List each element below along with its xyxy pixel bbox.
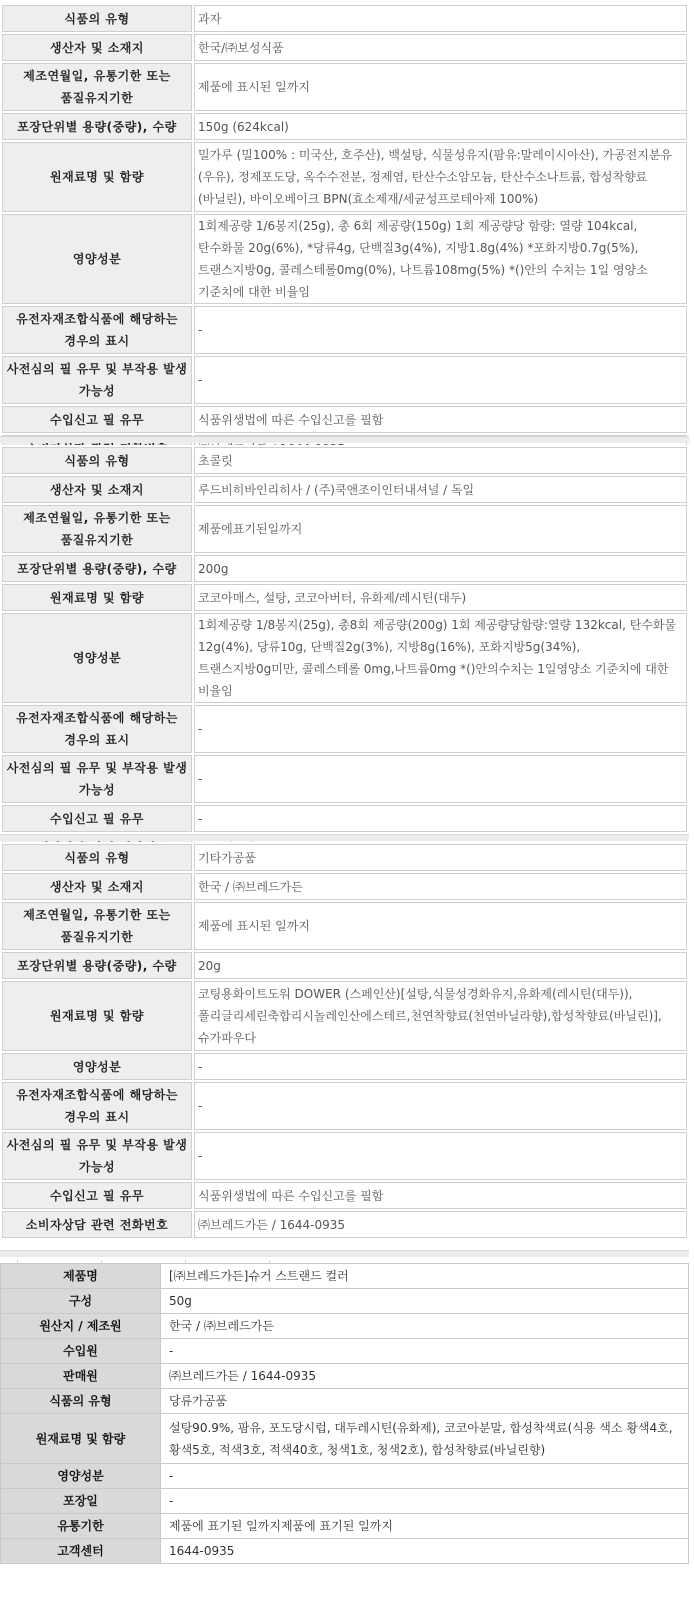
row-label: 생산자 및 소재지: [2, 873, 192, 900]
row-value: -: [194, 306, 687, 354]
table-row: [1, 1539, 689, 1564]
row-value: 20g: [194, 952, 687, 979]
table-row: [1, 1264, 689, 1289]
row-value: 식품위생법에 따른 수입신고를 필함: [194, 1182, 687, 1209]
table-row: [1, 1364, 689, 1389]
row-value: 코코아매스, 설탕, 코코아버터, 유화제/레시틴(대두): [194, 584, 687, 611]
table-row: [2, 952, 687, 979]
table-row: [2, 1082, 687, 1130]
product-label: 영양성분: [1, 1464, 161, 1489]
table-row: [1, 1464, 689, 1489]
table-row: [2, 873, 687, 900]
row-label: 영양성분: [2, 613, 192, 703]
table-row: [2, 844, 687, 871]
row-value: 초콜릿: [194, 447, 687, 474]
row-label: 원재료명 및 함량: [2, 981, 192, 1051]
table-row: [2, 1053, 687, 1080]
table-row: [2, 981, 687, 1051]
row-label: 식품의 유형: [2, 844, 192, 871]
table-row: [2, 476, 687, 503]
row-value: -: [194, 755, 687, 803]
row-label: 유전자재조합식품에 해당하는 경우의 표시: [2, 306, 192, 354]
row-label: 원재료명 및 함량: [2, 142, 192, 212]
table-row: [2, 113, 687, 140]
row-value: 루드비히바인리히사 / (주)쿡앤조이인터내셔널 / 독일: [194, 476, 687, 503]
row-value: 200g: [194, 555, 687, 582]
product-label: 원재료명 및 함량: [1, 1414, 161, 1464]
section-divider: [0, 834, 689, 841]
product-value: ㈜브레드가든 / 1644-0935: [161, 1364, 689, 1389]
table-row: [1, 1389, 689, 1414]
table-row: [2, 755, 687, 803]
row-label: 유전자재조합식품에 해당하는 경우의 표시: [2, 1082, 192, 1130]
food-info-table-1: [0, 3, 689, 464]
food-info-table-3: [0, 842, 689, 1240]
table-row: [2, 555, 687, 582]
row-label: 사전심의 필 유무 및 부작용 발생 가능성: [2, 356, 192, 404]
row-value: 과자: [194, 5, 687, 32]
product-value: 설탕90.9%, 팜유, 포도당시럽, 대두레시틴(유화제), 코코아분말, 합성착색료(식용 색소 황색4호, 황색5호, 적색3호, 적색40호, 청색1호, 청색2호), 합성착향료(바닐린향): [161, 1414, 689, 1464]
row-label: 식품의 유형: [2, 447, 192, 474]
table-row: [1, 1514, 689, 1539]
table-row: [2, 447, 687, 474]
product-label: 구성: [1, 1289, 161, 1314]
section-divider: [0, 1250, 689, 1257]
product-value: 한국 / ㈜브레드가든: [161, 1314, 689, 1339]
table-row: [2, 406, 687, 433]
table-row: [2, 902, 687, 950]
table-row: [2, 5, 687, 32]
table-row: [2, 705, 687, 753]
table-row: [2, 1211, 687, 1238]
table-row: [2, 142, 687, 212]
row-label: 식품의 유형: [2, 5, 192, 32]
row-value: 한국/㈜보성식품: [194, 34, 687, 61]
table-row: [2, 356, 687, 404]
row-label: 소비자상담 관련 전화번호: [2, 1211, 192, 1238]
row-label: 사전심의 필 유무 및 부작용 발생 가능성: [2, 1132, 192, 1180]
row-value: -: [194, 1082, 687, 1130]
product-label: 판매원: [1, 1364, 161, 1389]
product-value: -: [161, 1339, 689, 1364]
row-value: 제품에표기된일까지: [194, 505, 687, 553]
table-row: [2, 805, 687, 832]
product-label: 고객센터: [1, 1539, 161, 1564]
product-value: -: [161, 1489, 689, 1514]
row-label: 수입신고 필 유무: [2, 406, 192, 433]
row-label: 영양성분: [2, 1053, 192, 1080]
row-label: 유전자재조합식품에 해당하는 경우의 표시: [2, 705, 192, 753]
product-value: 제품에 표기된 일까지제품에 표기된 일까지: [161, 1514, 689, 1539]
product-value: [㈜브레드가든]슈거 스트랜드 컬러: [161, 1264, 689, 1289]
row-value: 제품에 표시된 일까지: [194, 902, 687, 950]
row-label: 사전심의 필 유무 및 부작용 발생 가능성: [2, 755, 192, 803]
row-value: 150g (624kcal): [194, 113, 687, 140]
row-label: 제조연월일, 유통기한 또는 품질유지기한: [2, 505, 192, 553]
row-value: -: [194, 1132, 687, 1180]
row-label: 제조연월일, 유통기한 또는 품질유지기한: [2, 902, 192, 950]
row-label: 포장단위별 용량(중량), 수량: [2, 555, 192, 582]
table-row: [2, 613, 687, 703]
row-label: 생산자 및 소재지: [2, 34, 192, 61]
table-row: [1, 1314, 689, 1339]
product-value: 50g: [161, 1289, 689, 1314]
table-row: [1, 1339, 689, 1364]
row-value: -: [194, 1053, 687, 1080]
table-row: [2, 34, 687, 61]
product-value: 당류가공품: [161, 1389, 689, 1414]
table-row: [2, 505, 687, 553]
row-value: 식품위생법에 따른 수입신고를 필함: [194, 406, 687, 433]
row-value: -: [194, 356, 687, 404]
row-value: ㈜브레드가든 / 1644-0935: [194, 1211, 687, 1238]
table-row: [1, 1289, 689, 1314]
row-label: 생산자 및 소재지: [2, 476, 192, 503]
food-info-table-2: [0, 445, 689, 863]
table-row: [2, 214, 687, 304]
row-value: -: [194, 805, 687, 832]
section-divider: [0, 436, 689, 443]
row-label: 수입신고 필 유무: [2, 805, 192, 832]
row-value: 1회제공량 1/6봉지(25g), 총 6회 제공량(150g) 1회 제공량당 함량: 열량 104kcal, 탄수화물 20g(6%), *당류4g, 단백질3g(4%), 지방1.8g(4%) *포화지방0.7g(5%), 트랜스지방0g, 콜레스테롤0mg(0%), 나트륨108mg(5%) *()안의 수치는 1일 영양소 기준치에 대한 비율임: [194, 214, 687, 304]
table-row: [2, 63, 687, 111]
product-label: 유통기한: [1, 1514, 161, 1539]
table-row: [2, 1182, 687, 1209]
row-value: 기타가공품: [194, 844, 687, 871]
row-label: 원재료명 및 함량: [2, 584, 192, 611]
row-label: 제조연월일, 유통기한 또는 품질유지기한: [2, 63, 192, 111]
product-value: 1644-0935: [161, 1539, 689, 1564]
table-row: [1, 1414, 689, 1464]
row-value: 코팅용화이트도워 DOWER (스페인산)[설탕,식물성경화유지,유화제(레시틴(대두)),폴리글리세린축합리시놀레인산에스테르,천연착향료(천연바닐라향),합성착향료(바닐린)],슈가파우다: [194, 981, 687, 1051]
row-label: 포장단위별 용량(중량), 수량: [2, 113, 192, 140]
row-value: 밀가루 (밀100% : 미국산, 호주산), 백설탕, 식물성유지(팜유:말레이시아산), 가공전지분유(우유), 정제포도당, 옥수수전분, 정제염, 탄산수소암모늄, 탄산수소나트륨, 합성착향료(바닐린), 바이오베이크 BPN(효소제재/세균성프로테아제 100%): [194, 142, 687, 212]
row-value: 제품에 표시된 일까지: [194, 63, 687, 111]
product-label: 제품명: [1, 1264, 161, 1289]
table-row: [2, 1132, 687, 1180]
product-summary-table: [0, 1263, 689, 1564]
row-label: 포장단위별 용량(중량), 수량: [2, 952, 192, 979]
row-label: 수입신고 필 유무: [2, 1182, 192, 1209]
product-value: -: [161, 1464, 689, 1489]
row-value: 한국 / ㈜브레드가든: [194, 873, 687, 900]
table-row: [1, 1489, 689, 1514]
product-label: 수입원: [1, 1339, 161, 1364]
product-label: 식품의 유형: [1, 1389, 161, 1414]
row-value: 1회제공량 1/8봉지(25g), 총8회 제공량(200g) 1회 제공량당함량:열량 132kcal, 탄수화물 12g(4%), 당류10g, 단백질2g(3%), 지방8g(16%), 포화지방5g(34%), 트랜스지방0g미만, 콜레스테롤 0mg,나트륨0mg *()안의수치는 1일영양소 기준치에 대한 비율임: [194, 613, 687, 703]
product-label: 원산지 / 제조원: [1, 1314, 161, 1339]
row-value: -: [194, 705, 687, 753]
row-label: 영양성분: [2, 214, 192, 304]
table-row: [2, 584, 687, 611]
table-row: [2, 306, 687, 354]
product-label: 포장일: [1, 1489, 161, 1514]
